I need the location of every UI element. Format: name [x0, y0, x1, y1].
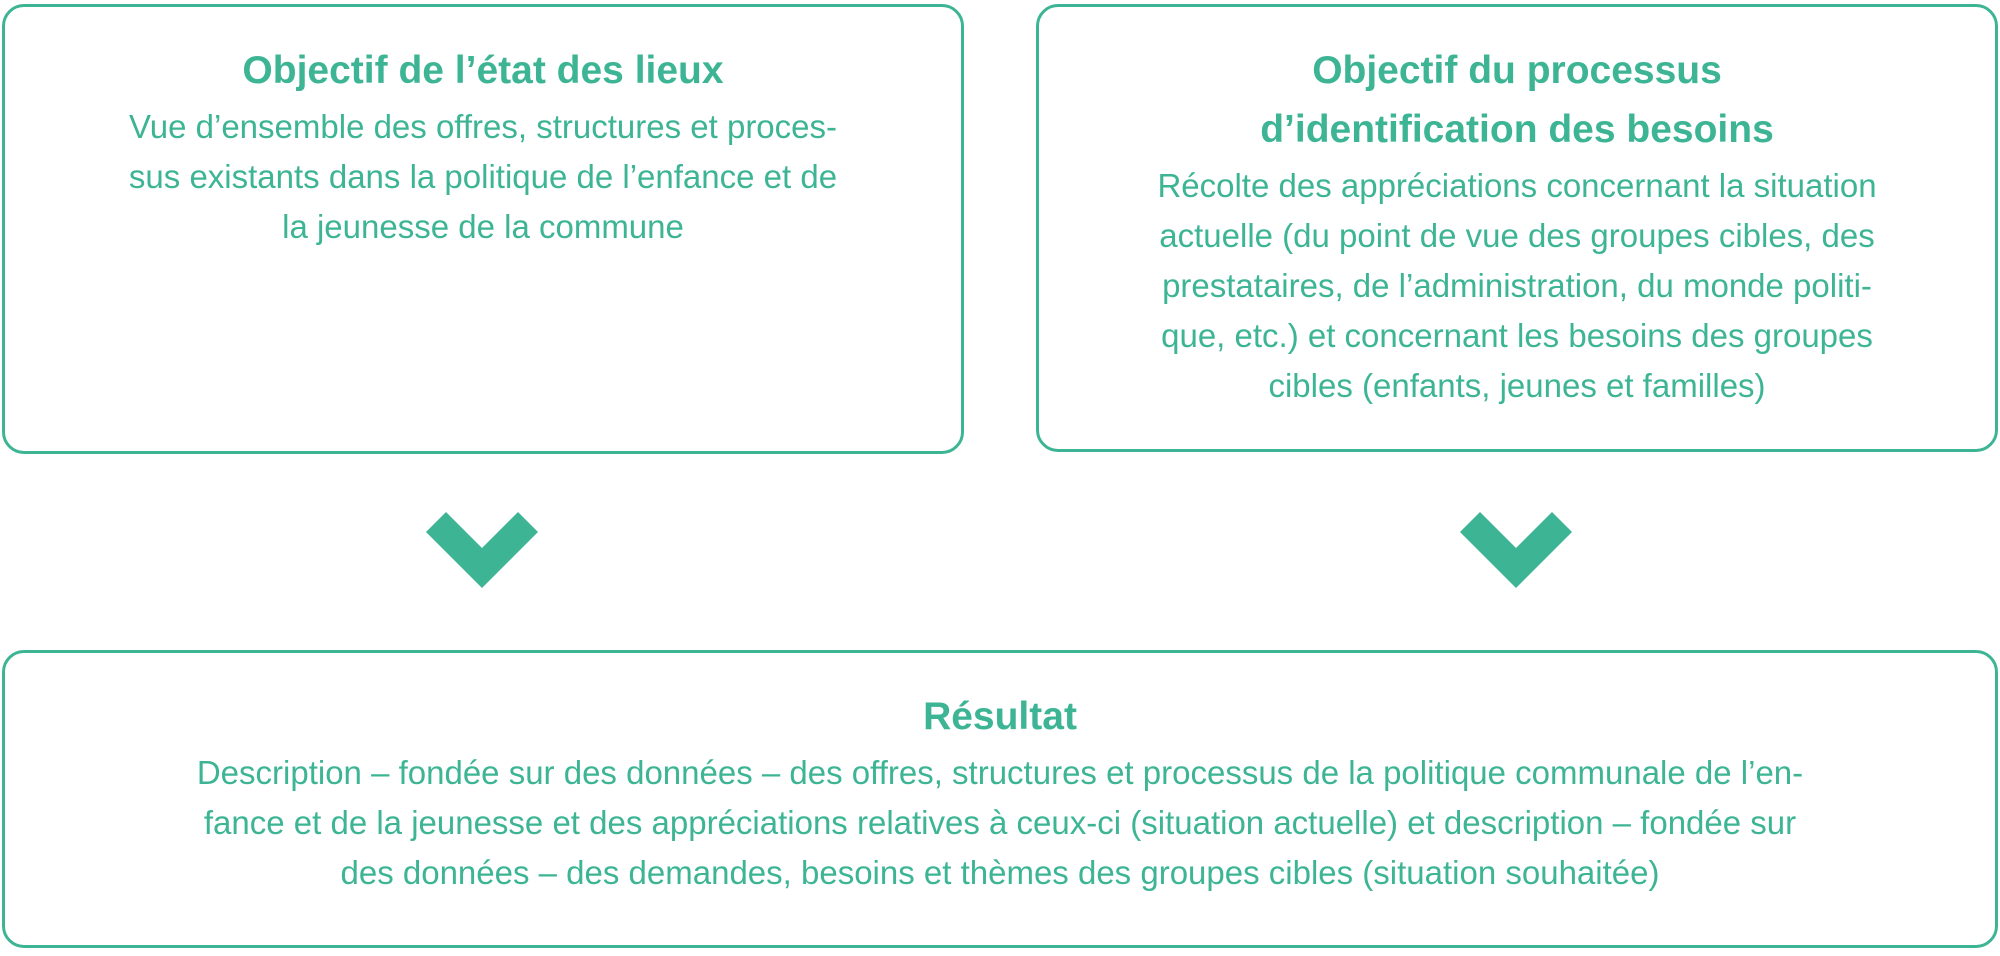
chevron-down-icon: [1460, 512, 1572, 588]
text-line: Description – fondée sur des données – des offres, structures et processus de la politique communale de l’en-: [196, 754, 1804, 791]
title-line: Résultat: [923, 695, 1077, 738]
needs-objective-title: [1085, 41, 1949, 159]
result-box: [2, 650, 1998, 948]
result-title: [45, 687, 1955, 746]
text-line: fance et de la jeunesse et des appréciations relatives à ceux-ci (situation actuelle) et description – fondée sur: [203, 804, 1797, 841]
text-line: la jeunesse de la commune: [282, 208, 684, 245]
title-line: Objectif de l’état des lieux: [242, 49, 724, 92]
inventory-objective-title: [51, 41, 915, 100]
text-line: actuelle (du point de vue des groupes cibles, des: [1159, 217, 1875, 254]
text-line: cibles (enfants, jeunes et familles): [1268, 367, 1766, 404]
text-line: Vue d’ensemble des offres, structures et proces-: [128, 108, 838, 145]
chevron-down-icon: [426, 512, 538, 588]
inventory-objective-text: [51, 102, 915, 252]
title-line: d’identification des besoins: [1260, 108, 1774, 151]
needs-objective-box: [1036, 4, 1998, 452]
text-line: prestataires, de l’administration, du monde politi-: [1162, 267, 1872, 304]
result-text: [45, 748, 1955, 898]
title-line: Objectif du processus: [1312, 49, 1722, 92]
text-line: Récolte des appréciations concernant la situation: [1157, 167, 1877, 204]
text-line: des données – des demandes, besoins et thèmes des groupes cibles (situation souhaitée): [340, 854, 1660, 891]
text-line: que, etc.) et concernant les besoins des groupes: [1161, 317, 1873, 354]
text-line: sus existants dans la politique de l’enfance et de: [128, 158, 838, 195]
needs-objective-text: [1085, 161, 1949, 411]
inventory-objective-box: [2, 4, 964, 454]
